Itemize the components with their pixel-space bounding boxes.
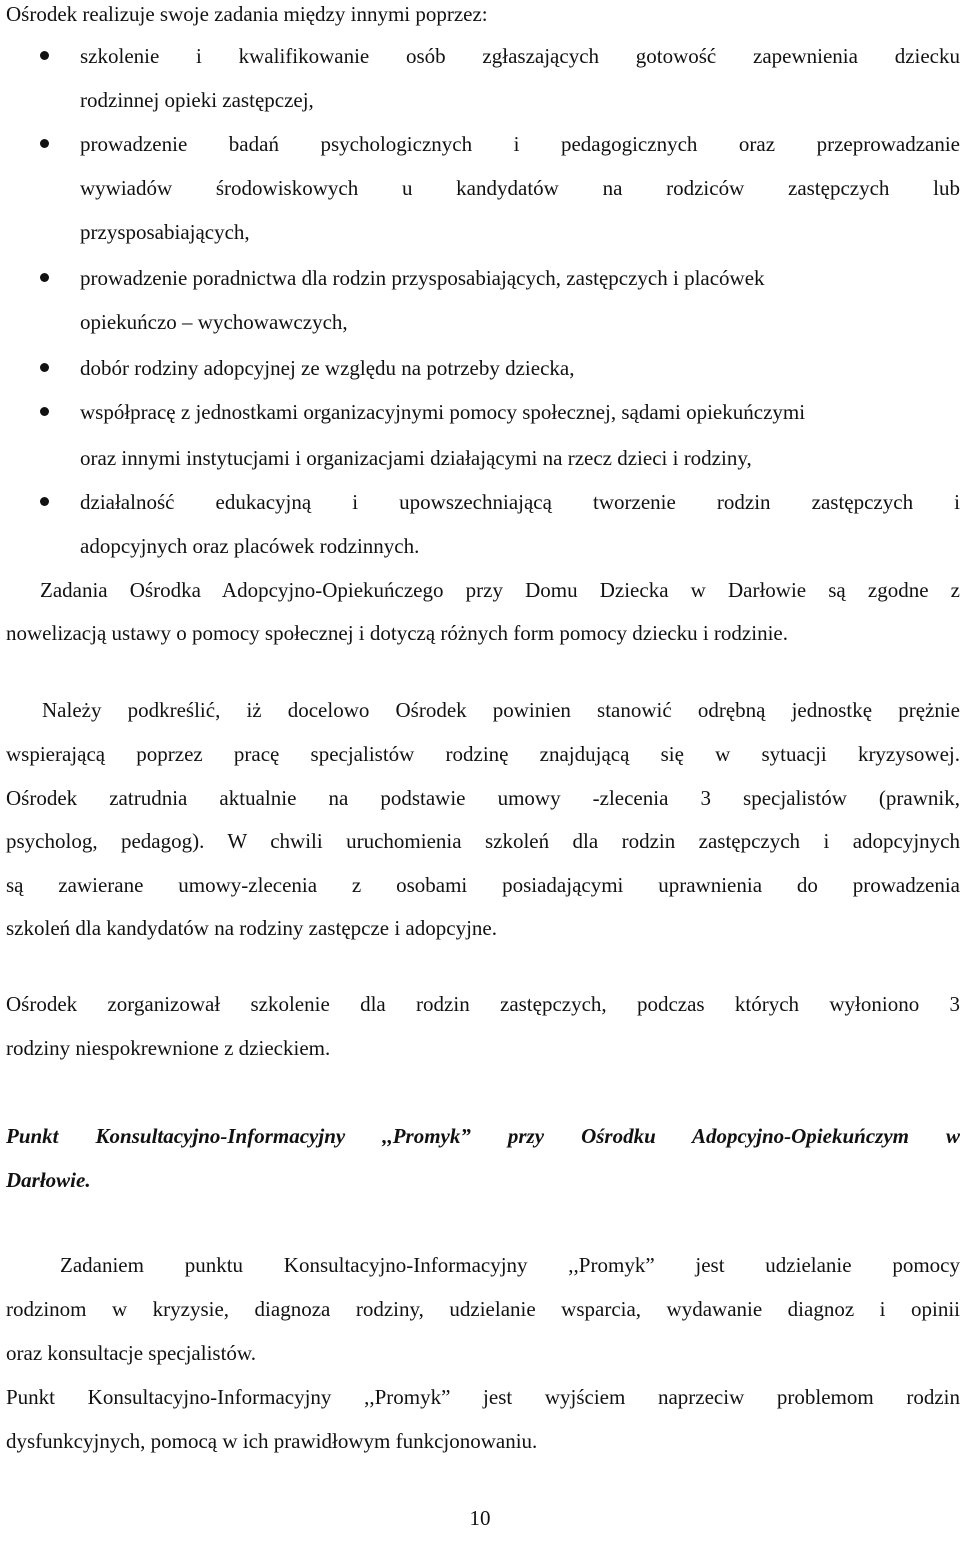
bullet-icon [40,51,49,60]
paragraph-4-line-1: Zadaniem punktu Konsultacyjno-Informacyjny ,,Promyk” jest udzielanie pomocy [60,1253,960,1277]
list-item-2-line-1: prowadzenie badań psychologicznych i pedagogicznych oraz przeprowadzanie [80,132,960,156]
section-heading-line-1: Punkt Konsultacyjno-Informacyjny ,,Promyk” przy Ośrodku Adopcyjno-Opiekuńczym w [6,1124,960,1148]
paragraph-2-line-6: szkoleń dla kandydatów na rodziny zastępcze i adopcyjne. [6,916,497,940]
paragraph-1-line-2: nowelizacją ustawy o pomocy społecznej i dotyczą różnych form pomocy dziecku i rodzinie. [6,621,788,645]
list-item-6-line-2: adopcyjnych oraz placówek rodzinnych. [80,534,420,558]
paragraph-2-line-4: psycholog, pedagog). W chwili uruchomienia szkoleń dla rodzin zastępczych i adopcyjnych [6,829,960,853]
intro-text: Ośrodek realizuje swoje zadania między innymi poprzez: [6,2,488,26]
list-item-1-line-2: rodzinnej opieki zastępczej, [80,88,314,112]
list-item-1-line-1: szkolenie i kwalifikowanie osób zgłaszających gotowość zapewnienia dziecku [80,44,960,68]
paragraph-5-line-1: Punkt Konsultacyjno-Informacyjny ,,Promyk” jest wyjściem naprzeciw problemom rodzin [6,1385,960,1409]
paragraph-1-line-1: Zadania Ośrodka Adopcyjno-Opiekuńczego przy Domu Dziecka w Darłowie są zgodne z [40,578,960,602]
bullet-icon [40,273,49,282]
bullet-icon [40,407,49,416]
list-item-3-line-2: opiekuńczo – wychowawczych, [80,310,348,334]
list-item-2-line-3: przysposabiających, [80,220,250,244]
paragraph-2-line-2: wspierającą poprzez pracę specjalistów rodzinę znajdującą się w sytuacji kryzysowej. [6,742,960,766]
bullet-icon [40,139,49,148]
paragraph-2-line-5: są zawierane umowy-zlecenia z osobami posiadającymi uprawnienia do prowadzenia [6,873,960,897]
bullet-icon [40,497,49,506]
paragraph-4-line-3: oraz konsultacje specjalistów. [6,1341,256,1365]
bullet-icon [40,363,49,372]
list-item-3-line-1: prowadzenie poradnictwa dla rodzin przysposabiających, zastępczych i placówek [80,266,765,290]
list-item-5-line-2: oraz innymi instytucjami i organizacjami działającymi na rzecz dzieci i rodziny, [80,446,752,470]
list-item-5-line-1: współpracę z jednostkami organizacyjnymi pomocy społecznej, sądami opiekuńczymi [80,400,806,424]
section-heading-line-2: Darłowie. [6,1168,91,1192]
paragraph-5-line-2: dysfunkcyjnych, pomocą w ich prawidłowym funkcjonowaniu. [6,1429,538,1453]
list-item-6-line-1: działalność edukacyjną i upowszechniającą tworzenie rodzin zastępczych i [80,490,960,514]
paragraph-4-line-2: rodzinom w kryzysie, diagnoza rodziny, udzielanie wsparcia, wydawanie diagnoz i opinii [6,1297,960,1321]
paragraph-2-line-1: Należy podkreślić, iż docelowo Ośrodek powinien stanowić odrębną jednostkę prężnie [42,698,960,722]
paragraph-3-line-1: Ośrodek zorganizował szkolenie dla rodzin zastępczych, podczas których wyłoniono 3 [6,992,960,1016]
paragraph-3-line-2: rodziny niespokrewnione z dzieckiem. [6,1036,331,1060]
list-item-4-line-1: dobór rodziny adopcyjnej ze względu na potrzeby dziecka, [80,356,575,380]
list-item-2-line-2: wywiadów środowiskowych u kandydatów na rodziców zastępczych lub [80,176,960,200]
paragraph-2-line-3: Ośrodek zatrudnia aktualnie na podstawie umowy -zlecenia 3 specjalistów (prawnik, [6,786,960,810]
page-number: 10 [469,1506,491,1530]
